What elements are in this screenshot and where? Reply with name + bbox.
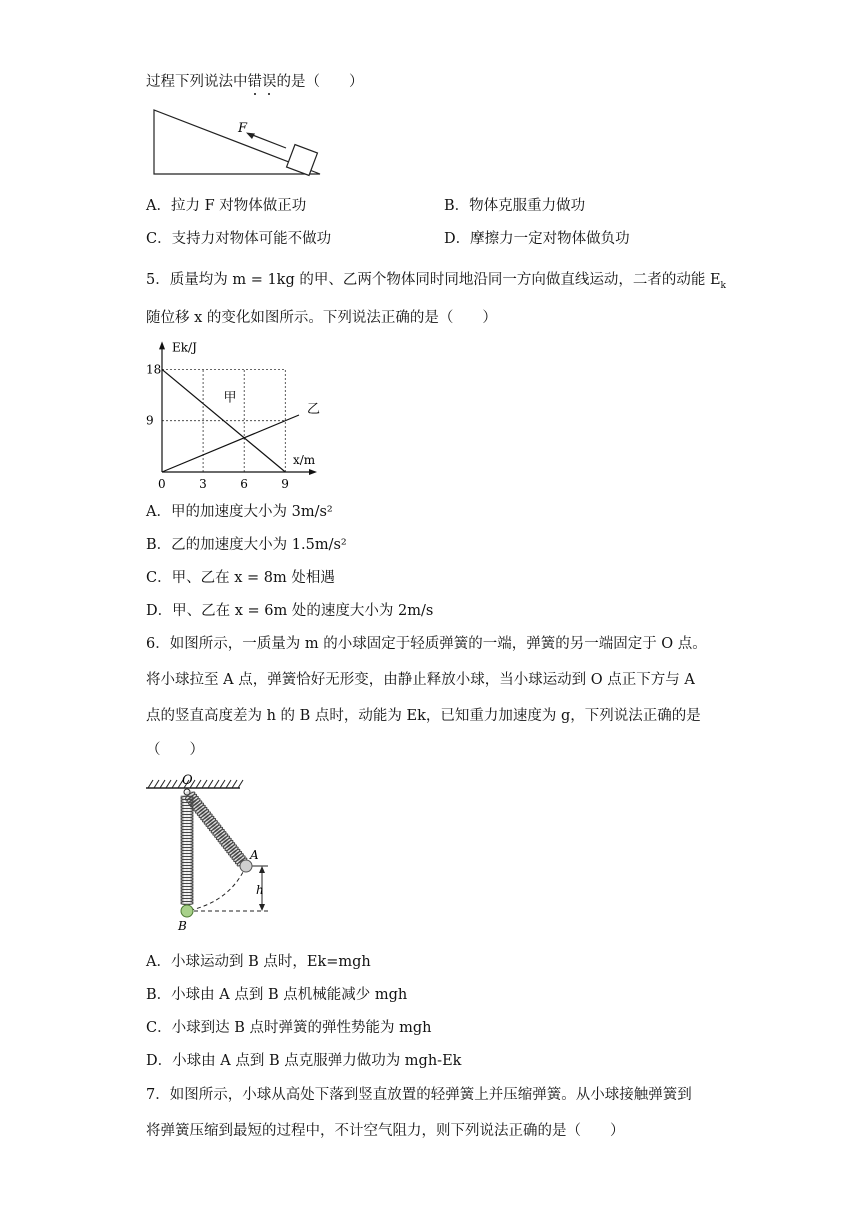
- q6-option-c[interactable]: [146, 1018, 431, 1038]
- option-text: 甲、乙在 x = 8m 处相遇: [171, 570, 335, 586]
- q4-emphasis-char-1: 错: [247, 74, 262, 90]
- hatch-mark: [160, 780, 165, 788]
- q4-option-a[interactable]: [146, 196, 306, 216]
- hatch-mark: [214, 780, 219, 788]
- option-letter: D．: [146, 603, 173, 619]
- q5-ek-chart: [140, 332, 340, 492]
- series-label: 甲: [223, 390, 237, 406]
- option-text: 甲、乙在 x = 6m 处的速度大小为 2m/s: [172, 603, 434, 619]
- q5-option-d[interactable]: [146, 601, 433, 621]
- hatch-mark: [154, 780, 159, 788]
- q5-line1-text: 5．质量均为 m = 1kg 的甲、乙两个物体同时同地沿同一方向做直线运动，二者的动能 E: [146, 272, 721, 288]
- ball-B: [181, 905, 193, 917]
- q4-stem-prefix: 过程下列说法中: [146, 74, 248, 90]
- option-letter: D．: [146, 1053, 173, 1069]
- q6-option-a[interactable]: [146, 952, 371, 972]
- option-text: 物体克服重力做功: [469, 198, 586, 214]
- q7-stem-line1: 7．如图所示，小球从高处下落到竖直放置的轻弹簧上并压缩弹簧。从小球接触弹簧到: [146, 1087, 692, 1103]
- label-h: h: [256, 883, 264, 897]
- option-text: 小球运动到 B 点时，Ek=mgh: [170, 954, 371, 970]
- x-tick-label: 6: [240, 477, 248, 491]
- q5-line1-subscript: k: [720, 280, 727, 291]
- option-letter: C．: [146, 231, 172, 247]
- option-letter: B．: [444, 198, 470, 214]
- height-arrow-top: [259, 866, 265, 873]
- y-axis-label: Ek/J: [172, 340, 197, 355]
- label-O: O: [182, 773, 193, 788]
- option-letter: C．: [146, 1020, 172, 1036]
- q6-stem-line2: 将小球拉至 A 点，弹簧恰好无形变，由静止释放小球，当小球运动到 O 点正下方与 A: [146, 672, 695, 688]
- q5-option-b[interactable]: [146, 535, 347, 555]
- height-arrow-bottom: [259, 904, 265, 911]
- q6-option-d[interactable]: [146, 1051, 461, 1071]
- q4-option-c[interactable]: [146, 229, 331, 249]
- vertical-spring: [181, 796, 193, 905]
- option-text: 支持力对物体可能不做功: [171, 231, 332, 247]
- force-label-F: F: [238, 121, 248, 136]
- y-tick-label: 18: [146, 362, 162, 377]
- x-tick-label: 0: [158, 477, 166, 491]
- ceiling-hatch: [148, 780, 243, 788]
- q6-option-b[interactable]: [146, 985, 407, 1005]
- option-text: 拉力 F 对物体做正功: [170, 198, 307, 214]
- option-text: 小球由 A 点到 B 点机械能减少 mgh: [171, 987, 408, 1003]
- series-line: [162, 415, 299, 472]
- hatch-mark: [226, 780, 231, 788]
- hatch-mark: [202, 780, 207, 788]
- hatch-mark: [238, 780, 243, 788]
- option-letter: A．: [146, 954, 171, 970]
- y-axis-arrow: [159, 341, 165, 349]
- q4-incline-figure: [150, 104, 330, 178]
- hatch-mark: [208, 780, 213, 788]
- arrow-head: [246, 133, 255, 140]
- option-text: 小球由 A 点到 B 点克服弹力做功为 mgh-Ek: [172, 1053, 462, 1069]
- option-letter: D．: [444, 231, 471, 247]
- option-letter: A．: [146, 198, 171, 214]
- x-tick-label: 9: [281, 477, 289, 491]
- label-A: A: [250, 848, 259, 862]
- option-text: 小球到达 B 点时弹簧的弹性势能为 mgh: [171, 1020, 432, 1036]
- slanted-spring: [184, 791, 248, 867]
- x-axis-arrow: [309, 469, 317, 475]
- hatch-mark: [220, 780, 225, 788]
- q4-stem: [146, 72, 364, 92]
- hatch-mark: [148, 780, 153, 788]
- hatch-mark: [232, 780, 237, 788]
- force-arrow: [250, 134, 286, 148]
- label-B: B: [178, 919, 187, 932]
- q6-stem-line1: 6．如图所示，一质量为 m 的小球固定于轻质弹簧的一端，弹簧的另一端固定于 O 点。: [146, 636, 707, 652]
- hatch-mark: [196, 780, 201, 788]
- q6-stem-line3: 点的竖直高度差为 h 的 B 点时，动能为 Ek，已知重力加速度为 g，下列说法正确的是: [146, 708, 701, 724]
- q4-stem-suffix: 的是（ ）: [276, 74, 364, 90]
- x-axis-label: x/m: [293, 453, 316, 467]
- q7-stem-line2: 将弹簧压缩到最短的过程中，不计空气阻力，则下列说法正确的是（ ）: [146, 1123, 625, 1139]
- q5-stem-line2: 随位移 x 的变化如图所示。下列说法正确的是（ ）: [146, 310, 497, 326]
- option-letter: A．: [146, 504, 171, 520]
- q5-stem-line1: [146, 270, 726, 296]
- q6-spring-figure: [140, 770, 300, 932]
- y-tick-label: 9: [146, 413, 154, 428]
- hatch-mark: [166, 780, 171, 788]
- option-text: 甲的加速度大小为 3m/s²: [170, 504, 333, 520]
- trajectory-arc: [187, 866, 246, 911]
- q5-option-a[interactable]: [146, 502, 333, 522]
- q5-option-c[interactable]: [146, 568, 335, 588]
- q4-option-d[interactable]: [444, 229, 630, 249]
- option-letter: B．: [146, 987, 172, 1003]
- hatch-mark: [172, 780, 177, 788]
- option-letter: C．: [146, 570, 172, 586]
- option-letter: B．: [146, 537, 172, 553]
- q6-stem-line4: （ ）: [146, 742, 204, 758]
- option-text: 摩擦力一定对物体做负功: [470, 231, 630, 247]
- q4-emphasis-char-2: 误: [262, 74, 277, 90]
- option-text: 乙的加速度大小为 1.5m/s²: [171, 537, 347, 553]
- x-tick-label: 3: [199, 477, 207, 491]
- series-label: 乙: [307, 402, 321, 417]
- q4-option-b[interactable]: [444, 196, 585, 216]
